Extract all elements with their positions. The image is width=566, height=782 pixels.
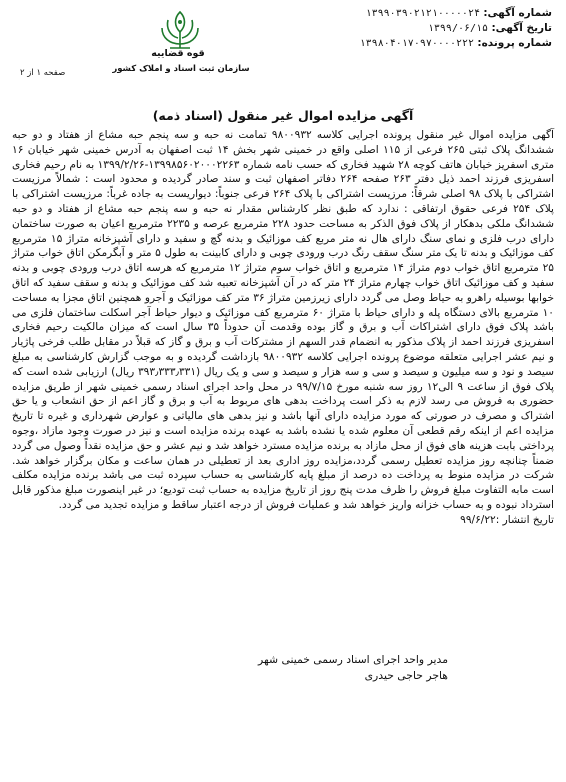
case-number: ۱۳۹۸۰۴۰۱۷۰۹۷۰۰۰۰۲۲۲ — [359, 38, 475, 49]
signatory-name: هاجر حاجی حیدری — [364, 669, 448, 682]
notice-number-label: شماره آگهی: — [483, 7, 552, 19]
notice-date-label: تاریخ آگهی: — [491, 22, 552, 34]
emblem-caption: قوه قضاییه — [151, 48, 205, 59]
organization-name: سازمان ثبت اسناد و املاک کشور — [112, 64, 250, 74]
notice-date-row — [292, 21, 552, 36]
signatory-position: مدیر واحد اجرای اسناد رسمی خمینی شهر — [258, 653, 448, 666]
notice-body — [12, 128, 554, 528]
case-number-label: شماره پرونده: — [477, 37, 552, 49]
publication-date: تاریخ انتشار :۹۹/۶/۲۲ — [460, 513, 554, 526]
notice-number-row — [292, 6, 552, 21]
page-number: صفحه ۱ از ۲ — [20, 68, 66, 78]
judiciary-emblem-icon — [154, 8, 206, 52]
notice-date: ۱۳۹۹/۰۶/۱۵ — [427, 23, 489, 34]
notice-title: آگهی مزایده اموال غیر منقول (اسناد ذمه) — [152, 108, 414, 123]
notice-paragraph: آگهی مزایده اموال غیر منقول پرونده اجرایی کلاسه ۹۸۰۰۹۳۲ تمامت نه حبه و سه پنجم حبه مشاع از هفتاد و دو حبه ششدانگ پلاک ثبتی ۲۶۵ فرعی از ۱۱۵ اصلی واقع در خمینی شهر بخش ۱۴ ثبت اصفهان به آدرس خمینی شهر خیابان ۱۶ متری اسفریز خیابان هاتف کوچه ۲۸ شهید فخاری که حسب نامه شماره ۱۳۹۹۸۵۶۰۲۰۰۰۲۲۶۳-۱۳۹۹/۲/۲۶ به نام رحیم فخاری اسفریزی فرزند احمد ذیل دفتر ۲۶۳ صفحه ۲۶۴ دفاتر اصفهان ثبت و سند صادر گردیده و محدود است : شمالاً مرزیست اشتراکی با پلاک ۹۸ اصلی شرقاً: مرزیست اشتراکی با پلاک ۲۶۴ فرعی جنوباً: دیواریست به جاده غرباً: مرزیست اشتراکی با پلاک ۲۵۴ فرعی حقوق ارتفاقی : ندارد که طبق نظر کارشناس مقدار نه حبه و سه پنجم حبه مشاع از هفتاد و دو حبه ششدانگ ملکی بدهکار از پلاک فوق الذکر به مساحت حدود ۲۲۸ مترمربع عرصه و ۲۲۳۵ مترمربع اعیان به صورت ساختمان دارای درب فلزی و نمای سنگ دارای هال نه متر مربع کف موزائیک و بدنه گچ و سفید و دارای آشپزخانه متراژ ۱۵ مترمربع کف موزائیک و بدنه تا یک متر سنگ سقف رنگ درب ورودی چوبی و دارای کابینت به طول ۵ متر و آبگرمکن اتاق خواب متراژ ۲۵ مترمربع اتاق خواب دوم متراژ ۱۴ مترمربع و اتاق خواب سوم متراژ ۱۲ مترمربع که هرسه اتاق درب ورودی چوبی و بدنه سفید و کف موزائیک اتاق خواب چهارم متراژ ۲۴ متر که در آن آشپزخانه تعبیه شد کف موزائیک و بدنه و سقف سفید که اتاق خوابها بوسیله راهرو به حیاط وصل می گردد دارای زیرزمین متراژ ۳۶ متر کف موزائیک و آجرو همچنین اتاق مجزا به مساحت ۱۰ مترمربع بالای دستگاه پله و دارای حیاط با متراژ ۶۰ مترمربع کف موزائیک و دیوار حیاط آجر اسکلت ساختمان فلزی می باشد پلاک فوق دارای اشتراکات آب و برق و گاز بوده وقدمت آن حدوداً ۳۵ سال است که میزان مالکیت رحیم فخاری اسفریزی فرزند احمد از پلاک مذکور به انضمام قدر السهم از مشترکات آب و برق و گاز که قبلاً در مقابل طلب فرخی پاژیار و نیم عشر اجرایی متعلقه موضوع پرونده اجرایی کلاسه ۹۸۰۰۹۳۲ بازداشت گردیده و به موجب گزارش کارشناسی به مبلغ سیصد و نود و سه میلیون و سیصد و سی و سه هزار و سیصد و سی و یک ریال (۳۹۳٫۳۳۳٫۳۳۱ ریال) ارزیابی شده است که پلاک فوق از ساعت ۹ الی۱۲ روز سه شنبه مورخ ۹۹/۷/۱۵ در محل واحد اجرای اسناد رسمی خمینی شهر از طریق مزایده حضوری به فروش می رسد لازم به ذکر است پرداخت بدهی های مربوط به آب و برق و گاز اعم از حق انشعاب و یا حق اشتراک و مصرف در صورتی که مورد مزایده دارای آنها باشد و نیز بدهی های مالیاتی و عوارض شهرداری و غیره تا تاریخ مزایده اعم از اینکه رقم قطعی آن معلوم شده یا نشده باشد به عهده برنده مزایده است و نیز در صورت وجود مازاد ،وجوه پرداختی بابت هزینه های فوق از محل مازاد به برنده مزایده مسترد خواهد شد و نیم عشر و حق مزایده نقداً وصول می گردد ضمناً چنانچه روز مزایده تعطیل رسمی گردد،مزایده روز اداری بعد از تعطیلی در همان ساعت و مکان برگزار خواهد شد. شرکت در مزایده منوط به پرداخت ده درصد از مبلغ پایه کارشناسی به حساب سپرده ثبت می باشد برنده مزایده مکلف است مابه التفاوت مبلغ فروش را ظرف مدت پنج روز از تاریخ مزایده به حساب ثبت تودیع؛ در غیر اینصورت مبلغ مذکور قابل استرداد نبوده و به حساب خزانه واریز خواهد شد و عملیات فروش از درجه اعتبار ساقط و مزایده تجدید می گردد. — [12, 129, 555, 511]
signature-block — [148, 652, 448, 684]
notice-number: ۱۳۹۹۰۳۹۰۲۱۲۱۰۰۰۰۰۲۴ — [365, 8, 480, 19]
notice-meta — [292, 6, 552, 51]
case-number-row — [292, 36, 552, 51]
